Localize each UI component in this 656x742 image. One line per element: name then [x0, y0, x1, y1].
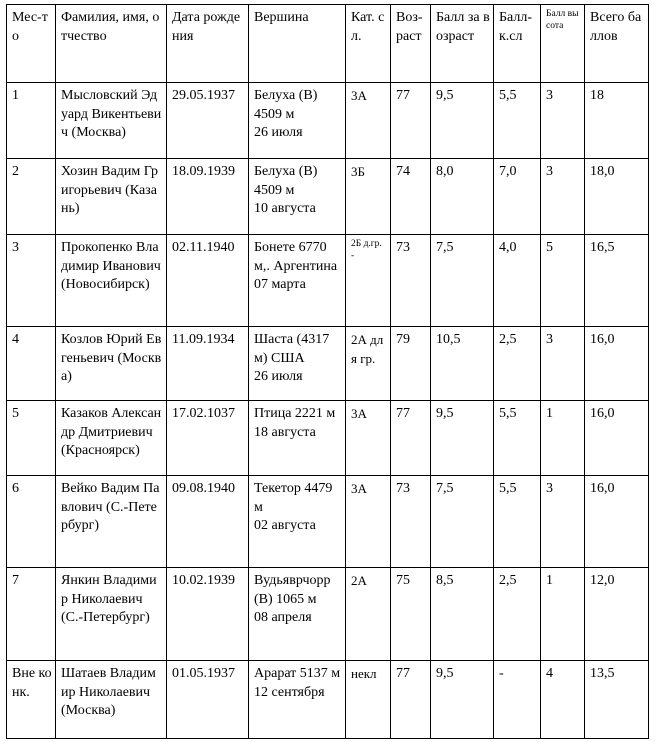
cell-category-score: 5,5: [494, 83, 541, 159]
header-name: Фамилия, имя, отчество: [56, 5, 167, 83]
cell-place: 6: [7, 476, 56, 568]
table-row: [7, 401, 649, 476]
cell-category-score: 7,0: [494, 159, 541, 235]
cell-birth-date: 11.09.1934: [167, 327, 249, 401]
cell-name: Прокопенко Владимир Иванович (Новосибирск): [56, 235, 167, 327]
cell-age-score: 9,5: [431, 83, 494, 159]
cell-category: некл: [346, 661, 391, 739]
cell-category-score: 5,5: [494, 401, 541, 476]
cell-peak: Текетор 4479 м 02 августа: [249, 476, 346, 568]
cell-birth-date: 09.08.1940: [167, 476, 249, 568]
cell-age-score: 7,5: [431, 235, 494, 327]
cell-peak: Белуха (В) 4509 м 10 августа: [249, 159, 346, 235]
cell-total: 16,0: [585, 476, 649, 568]
cell-total: 18,0: [585, 159, 649, 235]
cell-peak: Шаста (4317м) США 26 июля: [249, 327, 346, 401]
cell-birth-date: 18.09.1939: [167, 159, 249, 235]
cell-age: 77: [391, 83, 431, 159]
cell-age: 75: [391, 568, 431, 661]
cell-place: 3: [7, 235, 56, 327]
header-age-score: Балл за возраст: [431, 5, 494, 83]
cell-place: 7: [7, 568, 56, 661]
header-birth-date: Дата рождения: [167, 5, 249, 83]
cell-age-score: 7,5: [431, 476, 494, 568]
cell-category-score: 5,5: [494, 476, 541, 568]
table-row: [7, 159, 649, 235]
cell-place: 5: [7, 401, 56, 476]
header-row: [7, 5, 649, 83]
cell-age: 73: [391, 476, 431, 568]
cell-name: Казаков Александр Дмитриевич (Красноярск): [56, 401, 167, 476]
cell-category-score: 2,5: [494, 568, 541, 661]
header-altitude-score: Балл высота: [541, 5, 585, 83]
cell-birth-date: 01.05.1937: [167, 661, 249, 739]
cell-category: 3А: [346, 401, 391, 476]
cell-age-score: 8,5: [431, 568, 494, 661]
cell-altitude-score: 5: [541, 235, 585, 327]
cell-category-score: 4,0: [494, 235, 541, 327]
cell-altitude-score: 3: [541, 83, 585, 159]
table-row: [7, 568, 649, 661]
cell-age: 77: [391, 661, 431, 739]
table-row: [7, 235, 649, 327]
cell-total: 16,0: [585, 401, 649, 476]
header-place: Мес-то: [7, 5, 56, 83]
cell-name: Шатаев Владимир Николаевич (Москва): [56, 661, 167, 739]
cell-peak: Вудьяврчорр (В) 1065 м 08 апреля: [249, 568, 346, 661]
cell-altitude-score: 1: [541, 401, 585, 476]
cell-category: 2А: [346, 568, 391, 661]
cell-name: Козлов Юрий Евгеньевич (Москва): [56, 327, 167, 401]
cell-peak: Птица 2221 м 18 августа: [249, 401, 346, 476]
cell-age: 74: [391, 159, 431, 235]
header-category-score: Балл-к.сл: [494, 5, 541, 83]
cell-name: Хозин Вадим Григорьевич (Казань): [56, 159, 167, 235]
cell-category: 3Б: [346, 159, 391, 235]
header-category: Кат. сл.: [346, 5, 391, 83]
cell-birth-date: 02.11.1940: [167, 235, 249, 327]
cell-age: 79: [391, 327, 431, 401]
cell-altitude-score: 3: [541, 159, 585, 235]
cell-total: 16,5: [585, 235, 649, 327]
table-row: [7, 83, 649, 159]
cell-total: 18: [585, 83, 649, 159]
cell-place: 2: [7, 159, 56, 235]
cell-altitude-score: 1: [541, 568, 585, 661]
cell-peak: Бонете 6770 м,. Аргентина 07 марта: [249, 235, 346, 327]
cell-category: 2Б д.гр. -: [346, 235, 391, 327]
cell-age-score: 10,5: [431, 327, 494, 401]
cell-age-score: 9,5: [431, 661, 494, 739]
cell-altitude-score: 3: [541, 327, 585, 401]
cell-category-score: -: [494, 661, 541, 739]
cell-category: 3А: [346, 83, 391, 159]
cell-age-score: 8,0: [431, 159, 494, 235]
cell-birth-date: 29.05.1937: [167, 83, 249, 159]
cell-name: Вейко Вадим Павлович (С.-Петербург): [56, 476, 167, 568]
cell-category: 2А для гр.: [346, 327, 391, 401]
results-table: [6, 4, 649, 739]
cell-age-score: 9,5: [431, 401, 494, 476]
header-peak: Вершина: [249, 5, 346, 83]
table-row: [7, 476, 649, 568]
cell-total: 12,0: [585, 568, 649, 661]
cell-age: 73: [391, 235, 431, 327]
cell-name: Мысловский Эдуард Викентьевич (Москва): [56, 83, 167, 159]
cell-category: 3А: [346, 476, 391, 568]
cell-altitude-score: 4: [541, 661, 585, 739]
cell-category-score: 2,5: [494, 327, 541, 401]
table-row: [7, 327, 649, 401]
cell-place: 1: [7, 83, 56, 159]
cell-name: Янкин Владимир Николаевич (С.-Петербург): [56, 568, 167, 661]
cell-age: 77: [391, 401, 431, 476]
cell-peak: Белуха (В) 4509 м 26 июля: [249, 83, 346, 159]
header-total: Всего баллов: [585, 5, 649, 83]
cell-total: 16,0: [585, 327, 649, 401]
cell-total: 13,5: [585, 661, 649, 739]
cell-birth-date: 10.02.1939: [167, 568, 249, 661]
cell-place: Вне конк.: [7, 661, 56, 739]
table-row: [7, 661, 649, 739]
cell-altitude-score: 3: [541, 476, 585, 568]
header-age: Воз-раст: [391, 5, 431, 83]
cell-birth-date: 17.02.1037: [167, 401, 249, 476]
cell-peak: Арарат 5137 м 12 сентября: [249, 661, 346, 739]
cell-place: 4: [7, 327, 56, 401]
